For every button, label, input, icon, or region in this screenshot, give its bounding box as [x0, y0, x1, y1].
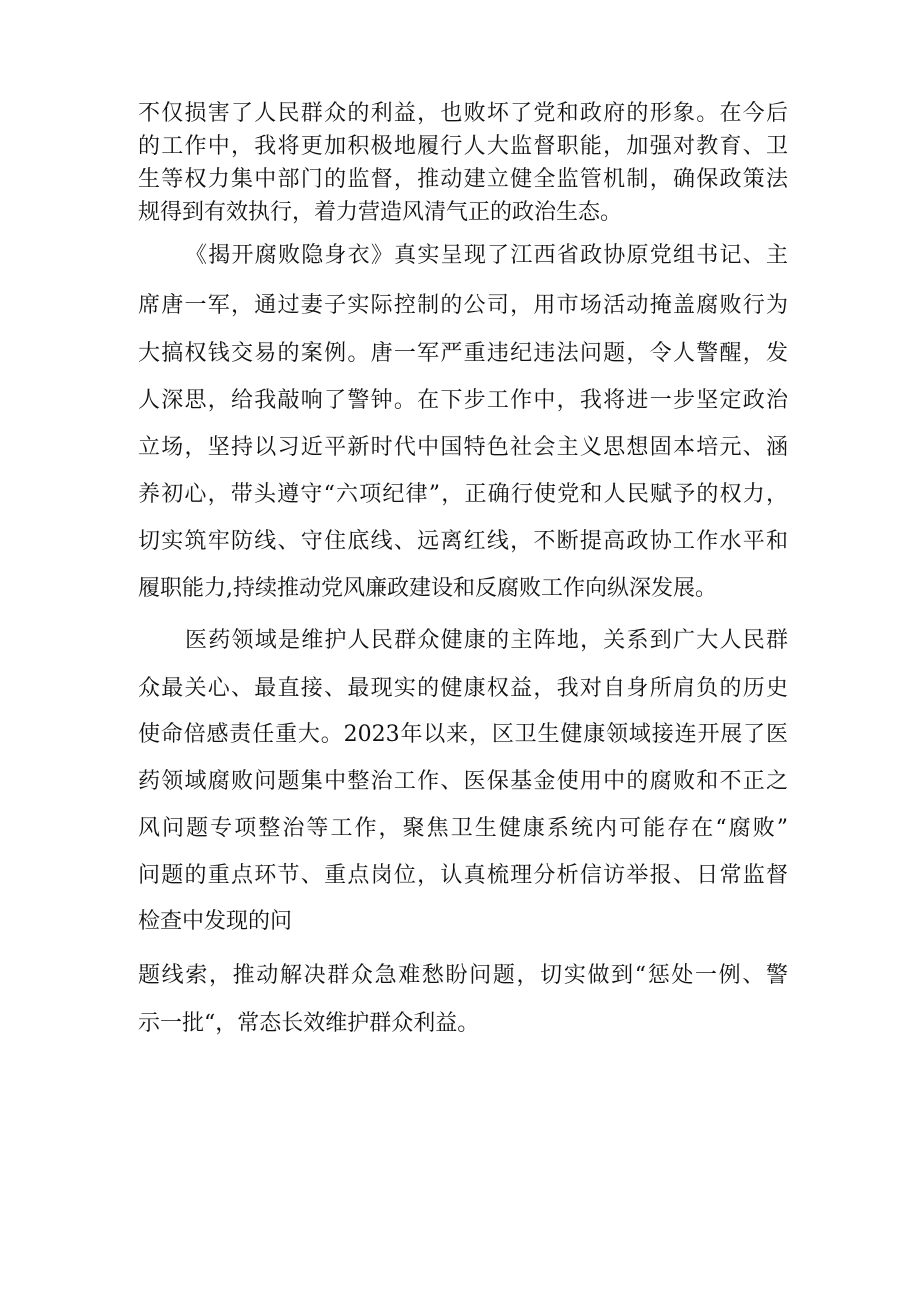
- paragraph-1-line-4: 规得到有效执行，着力营造风清气正的政治生态。: [138, 200, 623, 225]
- paragraph-3-line-4: 药领域腐败问题集中整治工作、医保基金使用中的腐败和不正之: [138, 769, 788, 794]
- paragraph-3-line-2: 众最关心、最直接、最现实的健康权益，我对自身所肩负的历史: [138, 676, 788, 701]
- paragraph-1-line-1: 不仅损害了人民群众的利益，也败坏了党和政府的形象。在今后: [138, 101, 788, 126]
- paragraph-3-line-8: 题线索，推动解决群众急难愁盼问题，切实做到“惩处一例、警: [138, 963, 788, 988]
- paragraph-2-line-3: 大搞权钱交易的案例。唐一军严重违纪违法问题，令人警醒，发: [138, 341, 788, 366]
- paragraph-2-line-7: 切实筑牢防线、守住底线、远离红线，不断提高政协工作水平和: [138, 529, 788, 554]
- paragraph-2-line-5: 立场，坚持以习近平新时代中国特色社会主义思想固本培元、涵: [138, 435, 788, 460]
- paragraph-1-line-3: 生等权力集中部门的监督，推动建立健全监管机制，确保政策法: [138, 167, 788, 192]
- paragraph-3-line-9: 示一批“，常态长效维护群众利益。: [138, 1011, 480, 1036]
- paragraph-3-line-3: 使命倍感责任重大。2023年以来，区卫生健康领域接连开展了医: [138, 722, 788, 747]
- paragraph-3-line-7: 检查中发现的问: [138, 909, 293, 934]
- paragraph-1-line-2: 的工作中，我将更加积极地履行人大监督职能，加强对教育、卫: [138, 134, 788, 159]
- paragraph-2-line-8: 履职能力,持续推动党风廉政建设和反腐败工作向纵深发展。: [138, 576, 717, 601]
- paragraph-3-line-6: 问题的重点环节、重点岗位，认真梳理分析信访举报、日常监督: [138, 863, 788, 888]
- paragraph-2-line-4: 人深思，给我敲响了警钟。在下步工作中，我将进一步坚定政治: [138, 388, 788, 413]
- paragraph-2-line-1: 《揭开腐败隐身衣》真实呈现了江西省政协原党组书记、主: [185, 243, 788, 268]
- paragraph-2-line-6: 养初心，带头遵守“六项纪律”，正确行使党和人民赋予的权力，: [138, 482, 788, 507]
- paragraph-2-line-2: 席唐一军，通过妻子实际控制的公司，用市场活动掩盖腐败行为: [138, 293, 788, 318]
- paragraph-3-line-5: 风问题专项整治等工作，聚焦卫生健康系统内可能存在“腐败”: [138, 816, 788, 841]
- paragraph-3-line-1: 医药领域是维护人民群众健康的主阵地，关系到广大人民群: [185, 628, 788, 653]
